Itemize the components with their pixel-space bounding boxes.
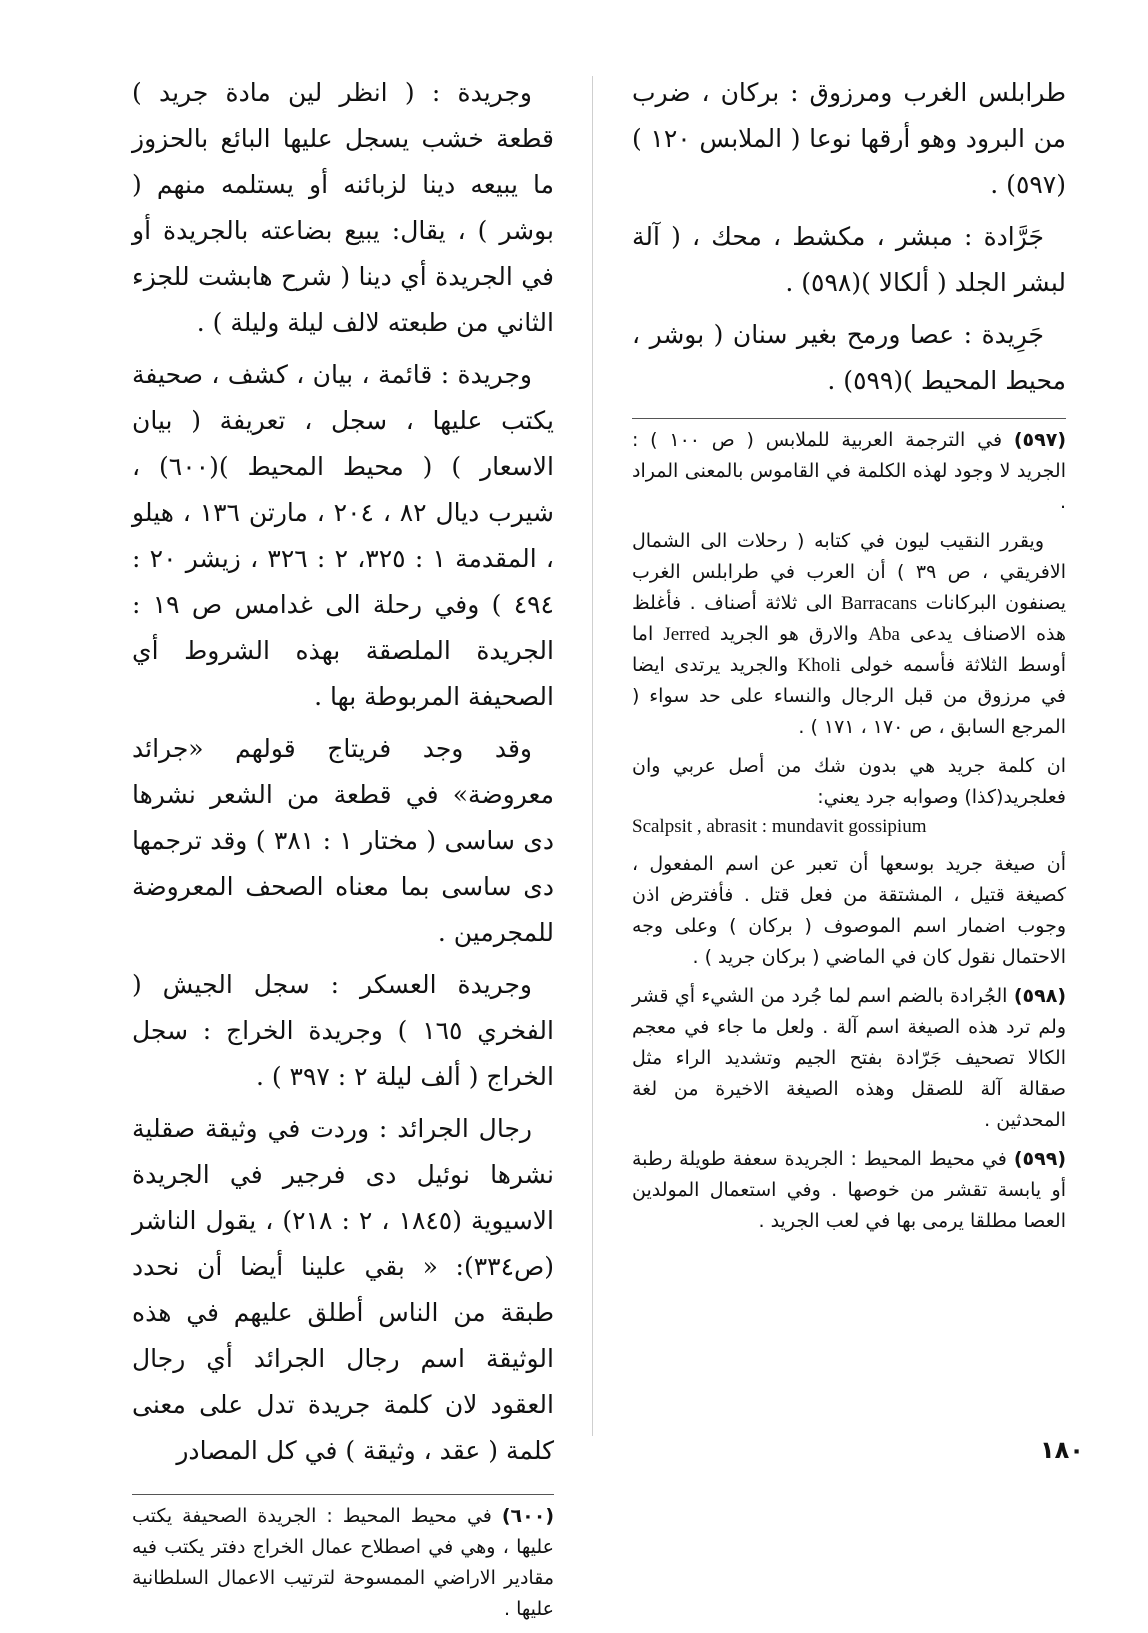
- footnote-598: [632, 981, 1066, 1136]
- footnote-number: (٦٠٠): [501, 1505, 554, 1527]
- left-column: [132, 70, 554, 1633]
- latin-phrase: Scalpsit , abrasit : mundavit gossipium: [632, 816, 927, 837]
- entry-barakan-continuation: طرابلس الغرب ومرزوق : بركان ، ضرب من البرود وهو أرقها نوعا ( الملابس ١٢٠ )(٥٩٧) .: [632, 78, 1066, 199]
- entry-rijal-al-jaraid: رجال الجرائد : وردت في وثيقة صقلية نشرها نوئيل دى فرجير في الجريدة الاسيوية (١٨٤٥ ، ٢ : ٢١٨) ، يقول الناشر (ص٣٣٤): « بقي علينا أيضا أن نحدد طبقة من الناس أطلق عليهم في هذه الوثيقة اسم رجال الجرائد أي رجال العقود لان كلمة جريدة تدل على معنى كلمة ( عقد ، وثيقة ) في كل المصادر: [132, 1114, 555, 1465]
- footnote-597: [632, 425, 1066, 518]
- column-divider: [592, 76, 593, 1436]
- entry-jarrada: جَرَّادة : مبشر ، مكشط ، محك ، ( آلة لبشر الجلد ( ألكالا )(٥٩٨) .: [632, 222, 1066, 297]
- entry-jaraid-maruda: وقد وجد فريتاج قولهم «جرائد معروضة» في قطعة من الشعر نشرها دى ساسى ( مختار ١ : ٣٨١ ) وقد ترجمها دى ساسى بما معناه الصحف المعروضة للمجرمين .: [132, 734, 554, 947]
- entry-jaridat-al-askar: وجريدة العسكر : سجل الجيش ( الفخري ١٦٥ ) وجريدة الخراج : سجل الخراج ( ألف ليلة ٢ : ٣٩٧ ) .: [132, 970, 554, 1091]
- footnote-number: (٥٩٧): [1013, 429, 1066, 451]
- latin-term: Kholi: [797, 655, 841, 676]
- footnote-text: ان كلمة جريد هي بدون شك من أصل عربي وان فعلجريد(كذا) وصوابه جرد يعني:: [632, 755, 1066, 808]
- footnote-597-conclusion: أن صيغة جريد بوسعها أن تعبر عن اسم المفعول ، كصيغة قتيل ، المشتقة من فعل قتل . فأفترض اذن وجوب اضمار اسم الموصوف ( بركان ) وعلى وجه الاحتمال نقول كان في الماضي ( بركان جريد ) .: [632, 853, 1066, 968]
- footnote-text: في محيط المحيط : الجريدة الصحيفة يكتب عليها ، وهي في اصطلاح عمال الخراج دفتر يكتب فيه مقادير الاراضي الممسوحة لترتيب الاعمال السلطانية عليها .: [132, 1505, 554, 1620]
- footnote-text: في محيط المحيط : الجريدة سعفة طويلة رطبة أو يابسة تقشر من خوصها . وفي استعمال المولدين العصا مطلقا يرمى بها في لعب الجريد .: [632, 1148, 1066, 1232]
- entry-jarida-tally-stick: وجريدة : ( انظر لين مادة جريد ) قطعة خشب يسجل عليها البائع بالحزوز ما يبيعه دينا لزبائنه أو يستلمه منهم ( بوشر ) ، يقال: يبيع بضاعته بالجريدة أو في الجريدة أي دينا ( شرح هابشت للجزء الثاني من طبعته لالف ليلة وليلة ) .: [132, 78, 554, 337]
- right-column: [632, 70, 1066, 1245]
- footnote-text: اما أوسط الثلاثة فأسمه خولى: [632, 623, 1066, 676]
- footnote-600: [132, 1501, 554, 1625]
- page-number: ١٨٠: [1040, 1436, 1084, 1464]
- footnote-number: (٥٩٩): [1013, 1148, 1066, 1170]
- footnote-number: (٥٩٨): [1013, 985, 1066, 1007]
- footnote-text: والارق هو الجريد: [719, 623, 859, 645]
- footnote-divider-left: [132, 1494, 554, 1495]
- footnote-text: ويقرر النقيب ليون في كتابه ( رحلات الى الشمال الافريقي ، ص ٣٩ ) أن العرب في طرابلس الغرب يصنفون البركانات: [632, 530, 1066, 614]
- footnote-597-paragraph: [632, 526, 1066, 743]
- latin-term: Jerred: [663, 624, 710, 645]
- latin-term: Barracans: [841, 593, 918, 614]
- entry-jarida-staff: جَرِيدة : عصا ورمح بغير سنان ( بوشر ، محيط المحيط )(٥٩٩) .: [632, 320, 1066, 395]
- footnote-text: الجُرادة بالضم اسم لما جُرد من الشيء أي قشر ولم ترد هذه الصيغة اسم آلة . ولعل ما جاء في معجم الكالا تصحيف جَرّادة بفتح الجيم وتشديد الراء مثل صقالة آلة للصقل وهذه الصيغة الاخيرة من لغة المحدثين .: [632, 985, 1066, 1131]
- footnote-text: في الترجمة العربية للملابس ( ص ١٠٠ ) : الجريد لا وجود لهذه الكلمة في القاموس بالمعنى المراد .: [632, 429, 1066, 513]
- footnote-text: الى ثلاثة أصناف . فأغلظ هذه الاصناف يدعى: [632, 592, 1067, 645]
- latin-term: Aba: [868, 624, 900, 645]
- footnote-divider-right: [632, 418, 1066, 419]
- entry-jarida-list: وجريدة : قائمة ، بيان ، كشف ، صحيفة يكتب عليها ، سجل ، تعريفة ( بيان الاسعار ) ( محيط المحيط )(٦٠٠) ، شيرب ديال ٨٢ ، ٢٠٤ ، مارتن ١٣٦ ، هيلو ، المقدمة ١ : ٣٢٥، ٢ : ٣٢٦ ، زيشر ٢٠ : ٤٩٤ ) وفي رحلة الى غدامس ص ١٩ : الجريدة الملصقة بهذه الشروط أي الصحيفة المربوطة بها .: [132, 360, 554, 711]
- footnote-599: [632, 1144, 1066, 1237]
- footnote-597-etymology: [632, 751, 1066, 841]
- footnote-text: والجريد يرتدى ايضا في مرزوق من قبل الرجال والنساء على حد سواء ( المرجع السابق ، ص ١٧٠ ، ١٧١ ) .: [632, 654, 1066, 738]
